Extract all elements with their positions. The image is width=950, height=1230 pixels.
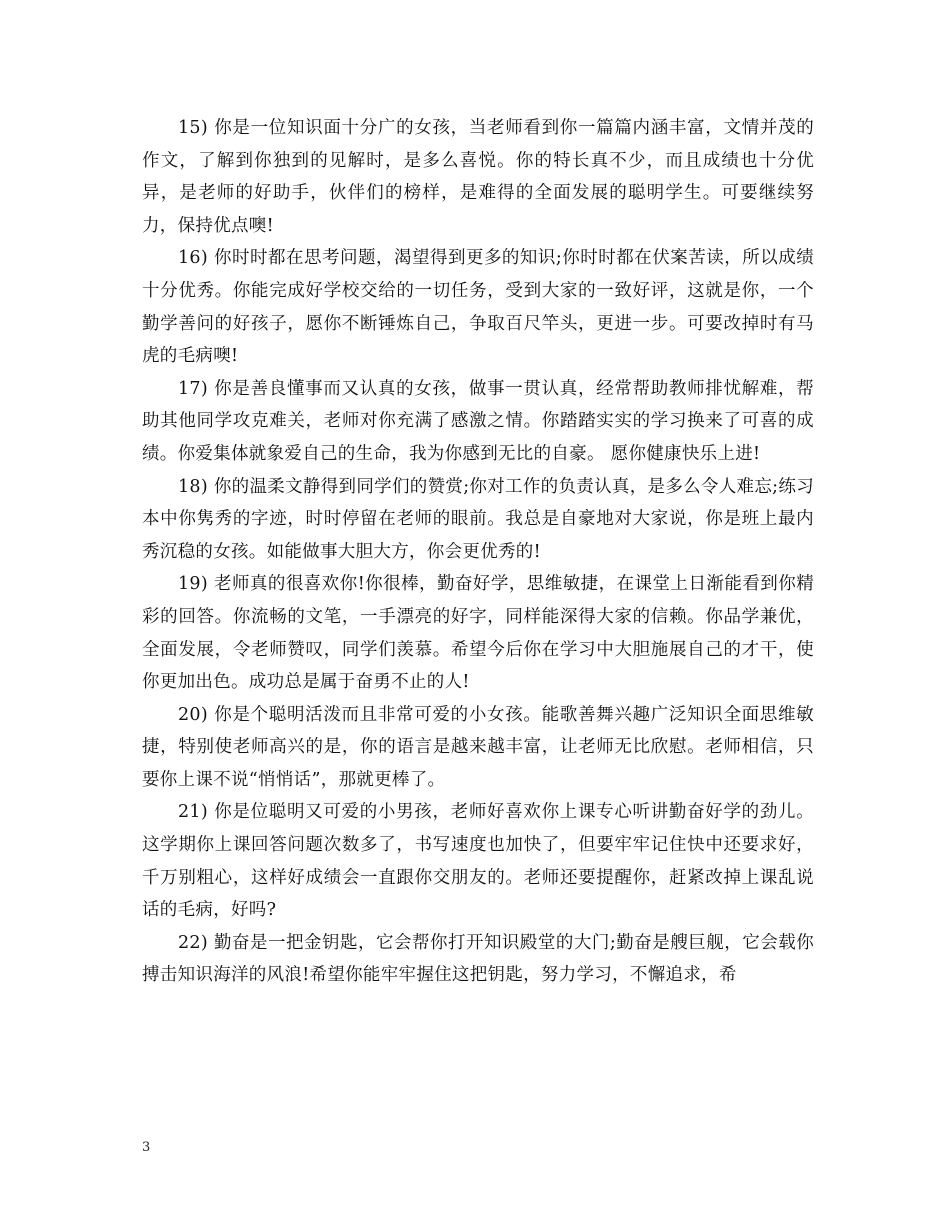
- paragraph-20: 20) 你是个聪明活泼而且非常可爱的小女孩。能歌善舞兴趣广泛知识全面思维敏捷，特别使老师高兴的是，你的语言是越来越丰富，让老师无比欣慰。老师相信，只要你上课不说“悄悄话”，那就更棒了。: [142, 704, 814, 790]
- paragraph-21: 21) 你是位聪明又可爱的小男孩，老师好喜欢你上课专心听讲勤奋好学的劲儿。这学期你上课回答问题次数多了，书写速度也加快了，但要牢牢记住快中还要求好，千万别粗心，这样好成绩会一直跟你交朋友的。老师还要提醒你，赶紧改掉上课乱说话的毛病，好吗?: [142, 802, 814, 921]
- paragraph-15: 15) 你是一位知识面十分广的女孩，当老师看到你一篇篇内涵丰富，文情并茂的作文，了解到你独到的见解时，是多么喜悦。你的特长真不少，而且成绩也十分优异，是老师的好助手，伙伴们的榜样，是难得的全面发展的聪明学生。可要继续努力，保持优点噢!: [142, 118, 814, 236]
- paragraph-17: 17) 你是善良懂事而又认真的女孩，做事一贯认真，经常帮助教师排忧解难，帮助其他同学攻克难关，老师对你充满了感激之情。你踏踏实实的学习换来了可喜的成绩。你爱集体就象爱自己的生命，我为你感到无比的自豪。 愿你健康快乐上进!: [142, 378, 814, 464]
- paragraph-18: 18) 你的温柔文静得到同学们的赞赏;你对工作的负责认真，是多么令人难忘;练习本中你隽秀的字迹，时时停留在老师的眼前。我总是自豪地对大家说，你是班上最内秀沉稳的女孩。如能做事大胆大方，你会更优秀的!: [142, 476, 814, 562]
- paragraph-19: 19) 老师真的很喜欢你!你很棒，勤奋好学，思维敏捷，在课堂上日渐能看到你精彩的回答。你流畅的文笔，一手漂亮的好字，同样能深得大家的信赖。你品学兼优，全面发展，令老师赞叹，同学们羡慕。希望今后你在学习中大胆施展自己的才干，使你更加出色。成功总是属于奋勇不止的人!: [142, 574, 814, 693]
- paragraph-16: 16) 你时时都在思考问题，渴望得到更多的知识;你时时都在伏案苦读，所以成绩十分优秀。你能完成好学校交给的一切任务，受到大家的一致好评，这就是你，一个勤学善问的好孩子，愿你不断锤炼自己，争取百尺竿头，更进一步。可要改掉时有马虎的毛病噢!: [142, 248, 814, 367]
- page-number: 3: [142, 1140, 151, 1155]
- paragraph-22: 22) 勤奋是一把金钥匙，它会帮你打开知识殿堂的大门;勤奋是艘巨舰，它会载你搏击知识海洋的风浪!希望你能牢牢握住这把钥匙，努力学习，不懈追求，希: [142, 932, 814, 986]
- document-body: [142, 112, 814, 992]
